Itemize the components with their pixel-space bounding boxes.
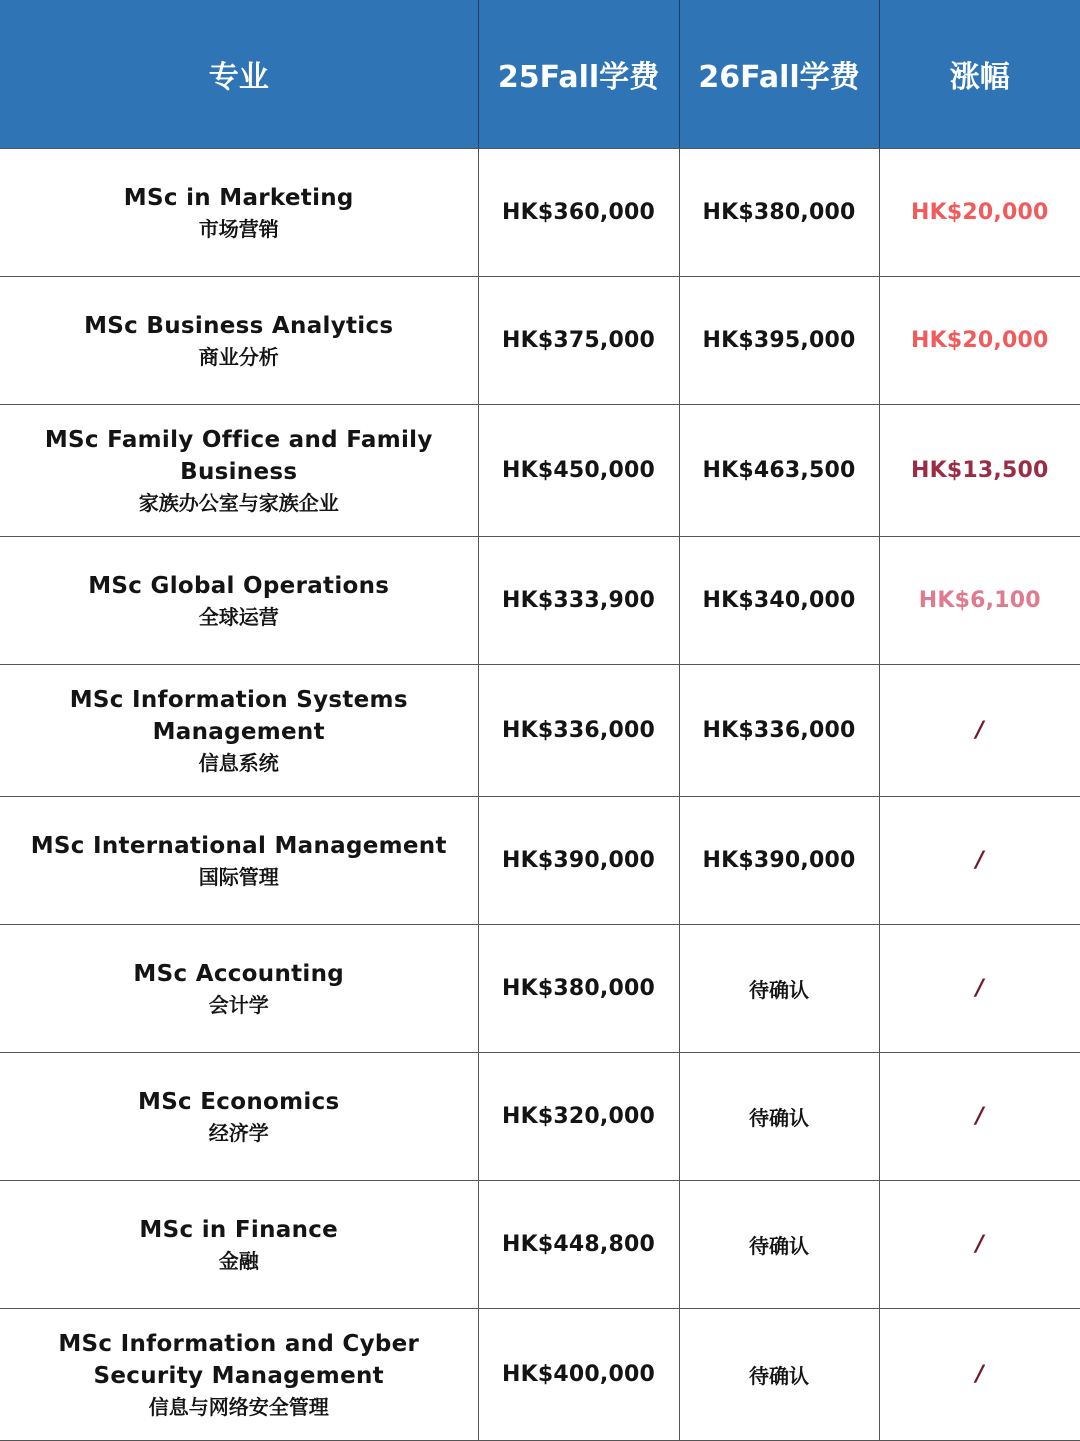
major-cell bbox=[0, 149, 478, 277]
increase-value: / bbox=[975, 1104, 984, 1129]
major-name-en: MSc Information and Cyber Security Management bbox=[58, 1330, 420, 1389]
major-name-en: MSc Economics bbox=[138, 1088, 340, 1115]
increase-value: / bbox=[975, 848, 984, 873]
increase-value: / bbox=[975, 1232, 984, 1257]
header-major: 专业 bbox=[0, 0, 478, 149]
fee-26fall-cell bbox=[679, 537, 879, 665]
fee-26fall: HK$390,000 bbox=[702, 848, 856, 873]
fee-25fall: HK$450,000 bbox=[502, 458, 655, 483]
major-name-cn: 市场营销 bbox=[198, 216, 279, 241]
fee-25fall-cell bbox=[478, 1053, 679, 1181]
fee-25fall-cell bbox=[478, 1181, 679, 1309]
increase-cell bbox=[879, 1309, 1080, 1441]
major-name-en: MSc Information Systems Management bbox=[69, 686, 408, 745]
fee-25fall-cell bbox=[478, 797, 679, 925]
fee-26fall-cell bbox=[679, 665, 879, 797]
fee-25fall: HK$336,000 bbox=[502, 718, 655, 743]
major-cell bbox=[0, 1053, 478, 1181]
major-name-en: MSc Business Analytics bbox=[84, 312, 394, 339]
table-row bbox=[0, 797, 1080, 925]
fee-26fall-cell bbox=[679, 1053, 879, 1181]
table-row bbox=[0, 149, 1080, 277]
table-row bbox=[0, 277, 1080, 405]
increase-cell bbox=[879, 405, 1080, 537]
fee-25fall-cell bbox=[478, 1309, 679, 1441]
fee-25fall: HK$380,000 bbox=[502, 976, 655, 1001]
fee-26fall-pending: 待确认 bbox=[749, 978, 809, 1002]
fee-26fall-cell bbox=[679, 1181, 879, 1309]
fee-26fall: HK$336,000 bbox=[702, 718, 856, 743]
table-row bbox=[0, 1309, 1080, 1441]
header-fee-26fall: 26Fall学费 bbox=[679, 0, 879, 149]
fee-25fall-cell bbox=[478, 277, 679, 405]
fee-25fall-cell bbox=[478, 405, 679, 537]
fee-26fall-cell bbox=[679, 405, 879, 537]
major-name-en: MSc in Marketing bbox=[123, 184, 354, 211]
major-cell bbox=[0, 797, 478, 925]
table-row bbox=[0, 665, 1080, 797]
major-name-cn: 商业分析 bbox=[198, 344, 279, 369]
fee-25fall: HK$448,800 bbox=[502, 1232, 655, 1257]
fee-26fall-pending: 待确认 bbox=[749, 1106, 809, 1130]
fee-26fall-cell bbox=[679, 149, 879, 277]
major-cell bbox=[0, 537, 478, 665]
header-increase: 涨幅 bbox=[879, 0, 1080, 149]
major-cell bbox=[0, 1309, 478, 1441]
major-name-cn: 信息系统 bbox=[198, 750, 279, 775]
increase-value: HK$20,000 bbox=[911, 200, 1049, 225]
increase-cell bbox=[879, 537, 1080, 665]
major-cell bbox=[0, 925, 478, 1053]
major-name-en: MSc Family Office and Family Business bbox=[44, 426, 433, 485]
major-name-cn: 国际管理 bbox=[198, 864, 279, 889]
table-row bbox=[0, 1053, 1080, 1181]
fee-25fall: HK$360,000 bbox=[502, 200, 655, 225]
fee-26fall: HK$395,000 bbox=[702, 328, 856, 353]
fee-26fall: HK$340,000 bbox=[702, 588, 856, 613]
major-name-cn: 经济学 bbox=[208, 1120, 269, 1145]
increase-cell bbox=[879, 797, 1080, 925]
fee-25fall: HK$390,000 bbox=[502, 848, 655, 873]
fee-26fall-cell bbox=[679, 277, 879, 405]
fee-25fall-cell bbox=[478, 537, 679, 665]
major-name-cn: 会计学 bbox=[208, 992, 269, 1017]
increase-value: / bbox=[975, 1362, 984, 1387]
major-name-en: MSc International Management bbox=[30, 832, 447, 859]
increase-value: / bbox=[975, 976, 984, 1001]
fee-25fall-cell bbox=[478, 149, 679, 277]
major-name-en: MSc in Finance bbox=[139, 1216, 339, 1243]
increase-value: HK$13,500 bbox=[911, 458, 1049, 483]
fee-25fall: HK$333,900 bbox=[502, 588, 655, 613]
major-name-cn: 家族办公室与家族企业 bbox=[138, 490, 339, 515]
major-cell bbox=[0, 665, 478, 797]
fee-25fall: HK$320,000 bbox=[502, 1104, 655, 1129]
increase-cell bbox=[879, 277, 1080, 405]
increase-cell bbox=[879, 1053, 1080, 1181]
fee-25fall-cell bbox=[478, 925, 679, 1053]
table-row bbox=[0, 925, 1080, 1053]
major-name-cn: 全球运营 bbox=[198, 604, 279, 629]
major-name-cn: 信息与网络安全管理 bbox=[148, 1394, 329, 1419]
increase-cell bbox=[879, 149, 1080, 277]
increase-value: HK$20,000 bbox=[911, 328, 1049, 353]
fee-26fall-pending: 待确认 bbox=[749, 1234, 809, 1258]
table-row bbox=[0, 1181, 1080, 1309]
fee-26fall-pending: 待确认 bbox=[749, 1364, 809, 1388]
major-cell bbox=[0, 405, 478, 537]
increase-cell bbox=[879, 925, 1080, 1053]
increase-value: HK$6,100 bbox=[918, 588, 1041, 613]
major-cell bbox=[0, 277, 478, 405]
fee-25fall-cell bbox=[478, 665, 679, 797]
table-header-row bbox=[0, 0, 1080, 149]
table-row bbox=[0, 537, 1080, 665]
increase-cell bbox=[879, 665, 1080, 797]
fee-25fall: HK$400,000 bbox=[502, 1362, 655, 1387]
fee-26fall: HK$463,500 bbox=[702, 458, 856, 483]
major-cell bbox=[0, 1181, 478, 1309]
increase-cell bbox=[879, 1181, 1080, 1309]
major-name-en: MSc Global Operations bbox=[88, 572, 390, 599]
table-row bbox=[0, 405, 1080, 537]
fee-26fall-cell bbox=[679, 797, 879, 925]
header-fee-25fall: 25Fall学费 bbox=[478, 0, 679, 149]
fee-25fall: HK$375,000 bbox=[502, 328, 655, 353]
fee-26fall: HK$380,000 bbox=[702, 200, 856, 225]
major-name-en: MSc Accounting bbox=[133, 960, 345, 987]
increase-value: / bbox=[975, 718, 984, 743]
fee-26fall-cell bbox=[679, 925, 879, 1053]
fee-26fall-cell bbox=[679, 1309, 879, 1441]
major-name-cn: 金融 bbox=[218, 1248, 259, 1273]
